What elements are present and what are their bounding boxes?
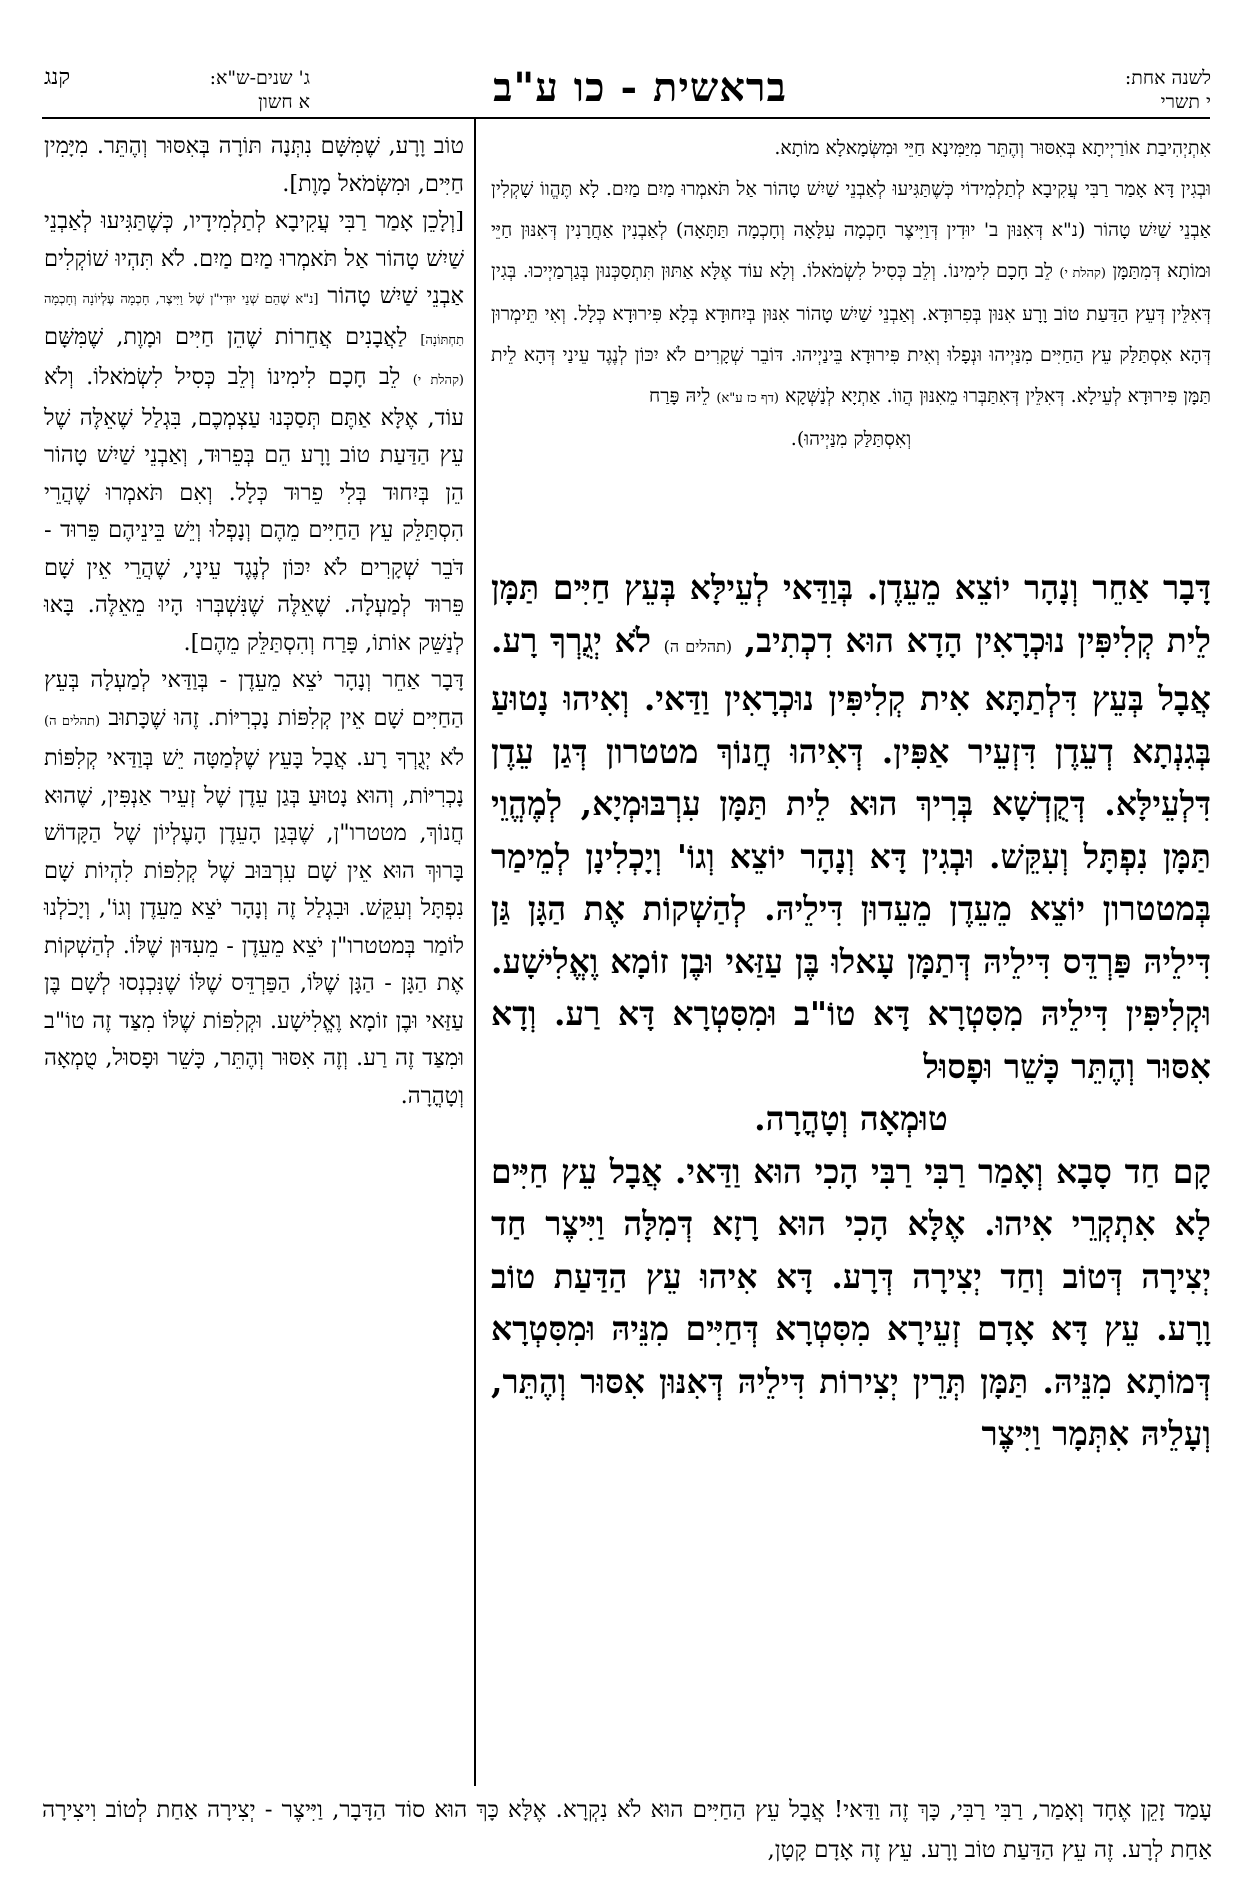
commentary-note: (נ"א דְּאִנּוּן ב' יוּדִין דְּוַיִּיצֶר חָכְמָה עִלָּאָה וְחָכְמָה תַּתָּאָה) (675, 219, 1086, 241)
bottom-translation (42, 1790, 1212, 1870)
translation-column (44, 128, 464, 1115)
main-paragraph: קָם חַד סָבָא וְאָמַר רַבִּי רַבִּי הָכִי הוּא וַדַּאי. אֲבָל עֵץ חַיִּים לָא אִתְקְרֵי אִיהוּ. אֶלָּא הָכִי הוּא רָזָא דְּמִלָּה וַיִּיצֶר חַד יְצִירָה דְּטוֹב וְחַד יְצִירָה דְּרָע. דָּא אִיהוּ עֵץ הַדַּעַת טוֹב וָרָע. עֵץ דָּא אָדָם זְעֵירָא מִסִּטְרָא דְּחַיִּים מִנֵּיהּ וּמִסִּטְרָא דְּמוֹתָא מִנֵּיהּ. תַּמָּן תְּרֵין יְצִירוֹת דִּילֵיהּ דְּאִנּוּן אִסּוּר וְהֶתֵּר, וְעָלֵיהּ אִתְּמָר וַיִּיצֶר (491, 1151, 1211, 1453)
translation-text: לֵב חָכָם לִימִינוֹ וְלֵב כְּסִיל לִשְׂמֹאלוֹ. וְלֹא עוֹד, אֶלָּא אַתֶּם תְּסַכְּנוּ עַצְמְכֶם, בִּגְלַל שֶׁאֵלֶּה שֶׁל עֵץ הַדַּעַת טוֹב וָרָע הֵם בְּפֵרוּד, וְאַבְנֵי שַׁיִשׁ טָהוֹר הֵן בְּיִחוּד בְּלִי פֵרוּד כְּלָל. וְאִם תֹּאמְרוּ שֶׁהֲרֵי הִסְתַּלֵּק עֵץ הַחַיִּים מֵהֶם וְנָפְלוּ וְיֵשׁ בֵּינֵיהֶם פֵּרוּד - דֹּבֵר שְׁקָרִים לֹא יִכּוֹן לְנֶגֶד עֵינָי, שֶׁהֲרֵי אֵין שָׁם פֵּרוּד לְמַעְלָה. שֶׁאֵלֶּה שֶׁנִּשְׁבְּרוּ הָיוּ מֵאֵלֶּה. בָּאוּ לְנַשֵּׁק אוֹתוֹ, פָּרַח וְהִסְתַּלֵּק מֵהֶם]. (44, 364, 464, 656)
main-text: לֹא יְגֻרְךָ רָע. אֲבָל בְּעֵץ דִּלְתַתָּא אִית קְלִיפִּין נוּכְרָאִין וַדַּאי. וְאִיהוּ נָטוּעַ בְּגִנְתָא דְעֵדֶן דִּזְעֵיר אַפִּין. דְּאִיהוּ חֲנוֹךְ מטטרון דְּגַן עֵדֶן דִּלְעֵילָּא. דְּקֻדְשָׁא בְּרִיךְ הוּא לֵית תַּמָּן עִרְבּוּמְיָא, לְמֶהֱוֵי תַּמָּן נִפְתָּל וְעִקֵּשׁ. וּבְגִין דָּא וְנָהָר יוֹצֵא וְגוֹ' וְיָכְלִינָן לְמֵימַר בְּמטטרון יוֹצֵא מֵעֵדֶן מֵעֵדוּן דִּילֵיהּ. לְהַשְׁקוֹת אֶת הַגָּן גַּן דִּילֵיהּ פַּרְדֵּס דִּילֵיהּ דְּתַמָּן עָאלוּ בֶּן עַזַּאי וּבֶן זוֹמָא וֶאֱלִישָׁע. וּקְלִיפִּין דִּילֵיהּ מִסִּטְרָא דָּא טוֹ"ב וּמִסִּטְרָא דָּא רַע. וְדָא אִסּוּר וְהֶתֵּר כָּשֵׁר וּפָסוּל (491, 620, 1211, 1086)
main-text-block (491, 562, 1211, 1461)
main-paragraph (491, 562, 1211, 1093)
header-right-line2: י תשרי (1160, 91, 1211, 113)
translation-text: [וְלָכֵן אָמַר רַבִּי עֲקִיבָא לְתַלְמִידָיו, כְּשֶׁתַּגִּיעוּ לְאַבְנֵי שַׁיִשׁ טָהוֹר אַל תֹּאמְרוּ מַיִם מַיִם. לֹא תִּהְיוּ שׁוֹקְלִים אַבְנֵי שַׁיִשׁ טָהוֹר (44, 208, 465, 309)
column-divider (474, 118, 476, 1786)
bottom-paragraph: עָמַד זָקֵן אֶחָד וְאָמַר, רַבִּי רַבִּי, כָּךְ זֶה וַדַּאי! אֲבָל עֵץ הַחַיִּים הוּא לֹא נִקְרָא. אֶלָּא כָּךְ הוּא סוֹד הַדָּבָר, וַיִּיצֶר - יְצִירָה אַחַת לְטוֹב וִיצִירָה אַחַת לְרָע. זֶה עֵץ הַדַּעַת טוֹב וָרָע. עֵץ זֶה אָדָם קָטָן, (42, 1797, 1212, 1863)
commentary-paragraph: אִתְיְהִיבַת אוֹרַיְיתָא בְּאִסּוּר וְהֶתֵּר מִיַּמִּינָא חַיֵּי וּמִשְּׂמָאלָא מוֹתָא. (774, 137, 1211, 159)
commentary-text: לֵב חָכָם לִימִינוֹ. וְלֵב כְּסִיל לִשְׂמֹאלוֹ. וְלָא עוֹד אֶלָּא אַתּוּן תִּתְסַכְּנוּן בְּגַרְמַיְיכוּ. בְּגִין דְּאִלֵּין דְּעֵץ הַדַּעַת טוֹב וָרָע אִנּוּן בְּפִרוּדָא. וְאַבְנֵי שַׁיִשׁ טָהוֹר אִנּוּן בְּיִחוּדָא בְּלָא פִּירוּדָא כְּלָל. וְאִי תֵּימְרוּן דְּהָא אִסְתַּלַּק עֵץ הַחַיִּים מִנַּיְיהוּ וּנְפָלוּ וְאִית פִּירוּדָא בֵּינַיְיהוּ. דּוֹבֵר שְׁקָרִים לֹא יִכּוֹן לְנֶגֶד עֵינַי דְּהָא לֵית תַּמָּן פִּירוּדָא לְעֵילָא. דְּאִלֵּין דְּאִתַּבְּרוּ מֵאִנּוּן הֲווֹ. אַתְיָא לְנַשְּׁקָא (491, 260, 1211, 407)
commentary-text: לֵיהּ פָּרַח (648, 385, 711, 407)
translation-text: לֹא יְגֻרְךָ רָע. אֲבָל בָּעֵץ שֶׁלְּמַטָּה יֵשׁ בְּוַדַּאי קְלִפּוֹת נָכְרִיּוֹת, וְהוּא נָטוּעַ בְּגַן עֵדֶן שֶׁל זְעֵיר אַנְפִּין, שֶׁהוּא חֲנוֹךְ, מטטרו"ן, שֶׁבְּגַן הָעֵדֶן הָעֶלְיוֹן שֶׁל הַקָּדוֹשׁ בָּרוּךְ הוּא אֵין שָׁם עִרְבּוּב שֶׁל קְלִפּוֹת לִהְיוֹת שָׁם נִפְתָּל וְעִקֵּשׁ. וּבִגְלַל זֶה וְנָהָר יֹצֵא מֵעֵדֶן וְגוֹ', וְיָכֹלְנוּ לוֹמַר בְּמטטרו"ן יֹצֵא מֵעֵדֶן - מֵעִדּוּן שֶׁלּוֹ. לְהַשְׁקוֹת אֶת הַגָּן - הַגָּן שֶׁלּוֹ, הַפַּרְדֵּס שֶׁלּוֹ שֶׁנִּכְנְסוּ לְשָׁם בֶּן עַזַּאי וּבֶן זוֹמָא וֶאֱלִישָׁע. וּקְלִפּוֹת שֶׁלּוֹ מִצַּד זֶה טוֹ"ב וּמִצַּד זֶה רַע. וְזֶה אִסּוּר וְהֶתֵּר, כָּשֵׁר וּפָסוּל, טֻמְאָה וְטָהֳרָה. (44, 745, 464, 1109)
header-left-line1: ג' שנים-ש"א: (209, 67, 310, 89)
translation-note: [נ"א שֶׁהֵם שְׁנֵי יוּדִי"ן שֶׁל וַיִּיצֶר, חָכְמָה עֶלְיוֹנָה וְחָכְמָה תַחְתּוֹנָה] (44, 292, 464, 348)
commentary-block (491, 128, 1211, 460)
header-right-line1: לשנה אחת: (1124, 67, 1211, 89)
translation-paragraph: טוֹב וָרָע, שֶׁמִּשָּׁם נִתְּנָה תּוֹרָה בְּאִסּוּר וְהֶתֵּר. מִיָּמִין חַיִּים, וּמִשְּׂמֹאל מָוֶת]. (44, 133, 464, 197)
commentary-paragraph (491, 169, 1211, 419)
translation-text: דָּבָר אַחֵר וְנָהָר יֹצֵא מֵעֵדֶן - בְּוַדַּאי לְמַעְלָה בְּעֵץ הַחַיִּים שָׁם אֵין קְלִפּוֹת נָכְרִיּוֹת. זֶהוּ שֶׁכָּתוּב (44, 667, 464, 731)
commentary-paragraph: וְאִסְתַּלַּק מִנַּיְיהוּ). (790, 428, 912, 450)
commentary-reference: (דף כז ע"א) (716, 391, 779, 406)
main-paragraph: טוּמְאָה וְטָהֳרָה. (754, 1099, 948, 1138)
page-title: בראשית - כו ע"ב (493, 64, 787, 111)
header-divider (42, 117, 1210, 119)
header-left-line2: א חשון (258, 91, 310, 113)
main-text: דָּבָר אַחֵר וְנָהָר יוֹצֵא מֵעֵדֶן. בְּוַדַּאי לְעֵילָּא בְּעֵץ חַיִּים תַּמָּן לֵית קְלִיפִּין נוּכְרָאִין הָדָא הוּא דִכְתִיב, (491, 568, 1211, 660)
commentary-reference: (קהלת י) (1059, 266, 1106, 281)
translation-paragraph (44, 203, 464, 662)
header-right (961, 66, 1211, 114)
commentary-text: וּבְגִין דָּא אָמַר רַבִּי עֲקִיבָא לְתַלְמִידוֹי כְּשֶׁתַּגִּיעוּ לְאַבְנֵי שַׁיִשׁ טָהוֹר אַל תֹּאמְרוּ מַיִם מַיִם. לָא תֶּהֱווֹ שָׁקְלִין אַבְנֵי שַׁיִשׁ טָהוֹר (491, 178, 1212, 241)
main-reference: (תהלים ה) (663, 636, 733, 656)
translation-paragraph (44, 662, 464, 1115)
page-number: קנג (44, 65, 71, 90)
header-left (110, 66, 310, 114)
translation-reference: (תהלים ה) (44, 713, 101, 729)
translation-reference: (קהלת י) (412, 373, 464, 388)
translation-text: לַאֲבָנִים אֲחֵרוֹת שֶׁהֵן חַיִּים וּמָוֶת, שֶׁמִּשָּׁם (44, 323, 408, 350)
commentary-text: לְאַבְנִין אַחֲרָנִין דְּאִנּוּן חַיֵּי וּמוֹתָא דְּמִתַּמָּן (491, 219, 1211, 282)
